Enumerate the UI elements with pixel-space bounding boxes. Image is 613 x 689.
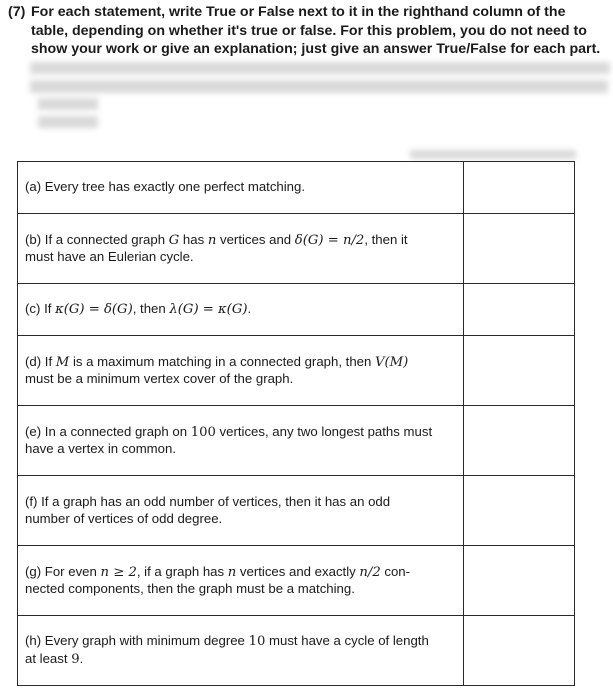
table-row [18, 406, 575, 476]
instructions-line-3: show your work or give an explanation; just give an answer True/False for each part. [31, 41, 601, 57]
table-row [18, 214, 575, 284]
table-row [18, 336, 575, 406]
table-row [18, 546, 575, 616]
answer-cell-b[interactable] [464, 214, 575, 284]
redacted-text-line-3 [38, 98, 98, 110]
answer-cell-h[interactable] [464, 616, 575, 686]
answer-cell-d[interactable] [464, 336, 575, 406]
answer-cell-e[interactable] [464, 406, 575, 476]
problem-number: (7) [8, 4, 26, 20]
problem-instructions [8, 3, 608, 59]
table-row [18, 162, 575, 214]
answer-cell-f[interactable] [464, 476, 575, 546]
statement-e: (e) In a connected graph on 100 vertices, any two longest paths must have a vertex in common. [18, 406, 464, 476]
true-false-table [17, 161, 575, 686]
answer-cell-g[interactable] [464, 546, 575, 616]
statement-b: (b) If a connected graph G has n vertices and δ(G) = n/2, then it must have an Eulerian cycle. [18, 214, 464, 284]
redacted-text-line-2 [30, 80, 608, 93]
table-row [18, 616, 575, 686]
statement-a: (a) Every tree has exactly one perfect matching. [18, 162, 464, 214]
instructions-line-2: table, depending on whether it's true or false. For this problem, you do not need to [31, 22, 587, 39]
redacted-text-line-1 [30, 62, 610, 74]
statement-d: (d) If M is a maximum matching in a connected graph, then V(M) must be a minimum vertex cover of the graph. [18, 336, 464, 406]
statement-h: (h) Every graph with minimum degree 10 must have a cycle of length at least 9. [18, 616, 464, 686]
answer-cell-c[interactable] [464, 284, 575, 336]
statement-c: (c) If κ(G) = δ(G), then λ(G) = κ(G). [18, 284, 464, 336]
table-row [18, 476, 575, 546]
answer-cell-a[interactable] [464, 162, 575, 214]
redacted-header-mark [410, 150, 576, 159]
statement-f: (f) If a graph has an odd number of vertices, then it has an odd number of vertices of odd degree. [18, 476, 464, 546]
table-row [18, 284, 575, 336]
redacted-text-line-4 [38, 116, 98, 128]
instructions-line-1: For each statement, write True or False next to it in the righthand column of the [31, 4, 566, 20]
statement-g: (g) For even n ≥ 2, if a graph has n vertices and exactly n/2 con- nected components, then the graph must be a matching. [18, 546, 464, 616]
